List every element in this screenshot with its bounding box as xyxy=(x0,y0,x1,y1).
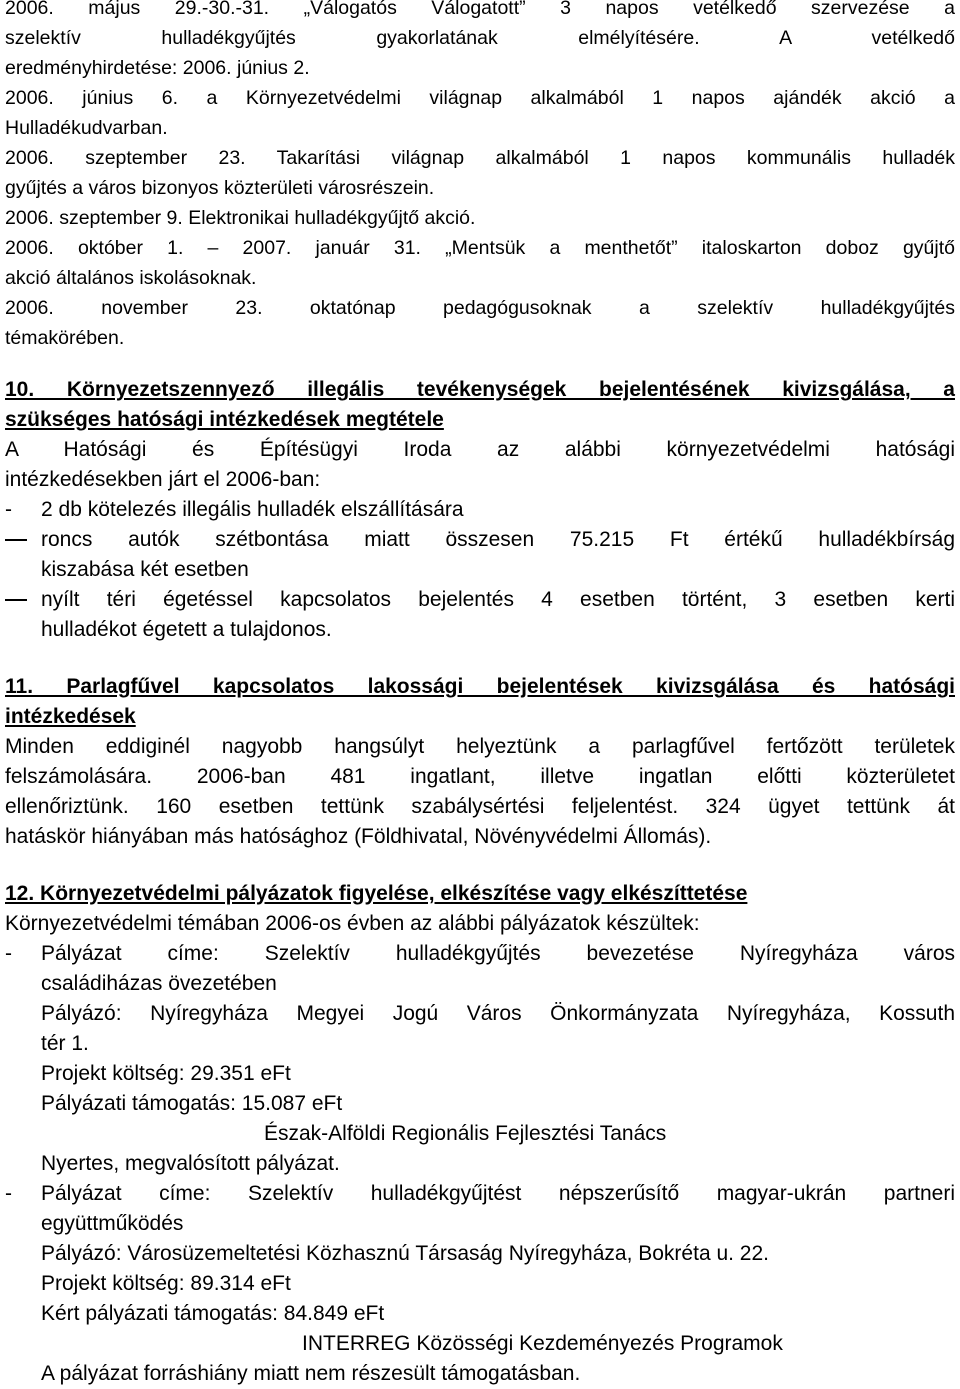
event-line: eredményhirdetése: 2006. június 2. xyxy=(5,57,310,79)
section-intro-line: A Hatósági és Építésügyi Iroda az alábbi környezetvédelmi hatósági xyxy=(5,438,955,461)
tender-cost: Projekt költség: 89.314 eFt xyxy=(41,1272,291,1295)
event-line: témakörében. xyxy=(5,327,125,349)
tender-title: Pályázat címe: Szelektív hulladékgyűjtést népszerűsítő magyar-ukrán partneri xyxy=(41,1182,955,1205)
tender-item xyxy=(5,939,955,1119)
body-line: ellenőriztünk. 160 esetben tettünk szabálysértési feljelentést. 324 ügyet tettünk át xyxy=(5,795,955,818)
event-item xyxy=(5,143,955,203)
tender-result: A pályázat forráshiány miatt nem részesült támogatásban. xyxy=(41,1362,581,1385)
section-heading: 10. Környezetszennyező illegális tevékenységek bejelentésének kivizsgálása, a xyxy=(5,378,955,401)
section-10 xyxy=(5,375,955,645)
section-intro: Környezetvédelmi témában 2006-os évben az alábbi pályázatok készültek: xyxy=(5,912,700,935)
list-marker: - xyxy=(5,498,12,521)
section-11 xyxy=(5,672,955,852)
event-item xyxy=(5,0,955,83)
list-item xyxy=(5,495,955,525)
list-marker: - xyxy=(5,942,12,965)
list-item-text: kiszabása két esetben xyxy=(41,558,249,581)
tender-support: Kért pályázati támogatás: 84.849 eFt xyxy=(41,1302,385,1325)
tender-result: Nyertes, megvalósított pályázat. xyxy=(41,1152,340,1175)
body-line: Minden eddiginél nagyobb hangsúlyt helyeztünk a parlagfűvel fertőzött területek xyxy=(5,735,955,758)
document-page xyxy=(5,0,955,1389)
section-heading: intézkedések xyxy=(5,705,136,728)
list-item-text: roncs autók szétbontása miatt összesen 75.215 Ft értékű hulladékbírság xyxy=(41,528,955,551)
tender-title: együttműködés xyxy=(41,1212,184,1235)
tender-applicant: Pályázó: Nyíregyháza Megyei Jogú Város Önkormányzata Nyíregyháza, Kossuth xyxy=(41,1002,955,1025)
list-item xyxy=(5,525,955,585)
section-12 xyxy=(5,879,955,1389)
tender-cost: Projekt költség: 29.351 eFt xyxy=(41,1062,291,1085)
tender-title: családiházas övezetében xyxy=(41,972,277,995)
event-line: gyűjtés a város bizonyos közterületi városrészein. xyxy=(5,177,435,199)
event-item xyxy=(5,203,955,233)
tender-title: Pályázat címe: Szelektív hulladékgyűjtés bevezetése Nyíregyháza város xyxy=(41,942,955,965)
tender-funder: INTERREG Közösségi Kezdeményezés Programok xyxy=(302,1332,783,1355)
tender-applicant: Pályázó: Városüzemeltetési Közhasznú Társaság Nyíregyháza, Bokréta u. 22. xyxy=(41,1242,769,1265)
list-item-text: hulladékot égetett a tulajdonos. xyxy=(41,618,332,641)
tender-funder: Észak-Alföldi Regionális Fejlesztési Tanács xyxy=(264,1122,667,1145)
section-heading: 11. Parlagfűvel kapcsolatos lakossági bejelentések kivizsgálása és hatósági xyxy=(5,675,955,698)
list-item-text: nyílt téri égetéssel kapcsolatos bejelentés 4 esetben történt, 3 esetben kerti xyxy=(41,588,955,611)
event-item xyxy=(5,293,955,353)
event-line: 2006. szeptember 23. Takarítási világnap alkalmából 1 napos kommunális hulladék xyxy=(5,147,955,169)
tender-item xyxy=(5,1179,955,1329)
event-line: szelektív hulladékgyűjtés gyakorlatának elmélyítésére. A vetélkedő xyxy=(5,27,955,49)
long-dash-marker xyxy=(5,599,27,601)
body-line: hatáskör hiányában más hatósághoz (Földhivatal, Növényvédelmi Állomás). xyxy=(5,825,712,848)
event-line: 2006. június 6. a Környezetvédelmi világnap alkalmából 1 napos ajándék akció a xyxy=(5,87,955,109)
list-item xyxy=(5,585,955,645)
tender-support: Pályázati támogatás: 15.087 eFt xyxy=(41,1092,343,1115)
event-line: akció általános iskolásoknak. xyxy=(5,267,257,289)
long-dash-marker xyxy=(5,539,27,541)
list-item-text: 2 db kötelezés illegális hulladék elszállítására xyxy=(41,498,464,521)
event-line: 2006. november 23. oktatónap pedagógusoknak a szelektív hulladékgyűjtés xyxy=(5,297,955,319)
list-marker: - xyxy=(5,1182,12,1205)
event-line: 2006. október 1. – 2007. január 31. „Mentsük a menthetőt” italoskarton doboz gyűjtő xyxy=(5,237,955,259)
tender-applicant: tér 1. xyxy=(41,1032,89,1055)
section-intro-line: intézkedésekben járt el 2006-ban: xyxy=(5,468,321,491)
event-item xyxy=(5,233,955,293)
event-list xyxy=(5,0,955,353)
section-heading: 12. Környezetvédelmi pályázatok figyelése, elkészítése vagy elkészíttetése xyxy=(5,882,748,905)
section-heading: szükséges hatósági intézkedések megtétele xyxy=(5,408,444,431)
event-line: 2006. szeptember 9. Elektronikai hulladékgyűjtő akció. xyxy=(5,207,476,229)
event-line: Hulladékudvarban. xyxy=(5,117,168,139)
event-line: 2006. május 29.-30.-31. „Válogatós Válogatott” 3 napos vetélkedő szervezése a xyxy=(5,0,955,19)
body-line: felszámolására. 2006-ban 481 ingatlant, illetve ingatlan előtti közterületet xyxy=(5,765,955,788)
event-item xyxy=(5,83,955,143)
